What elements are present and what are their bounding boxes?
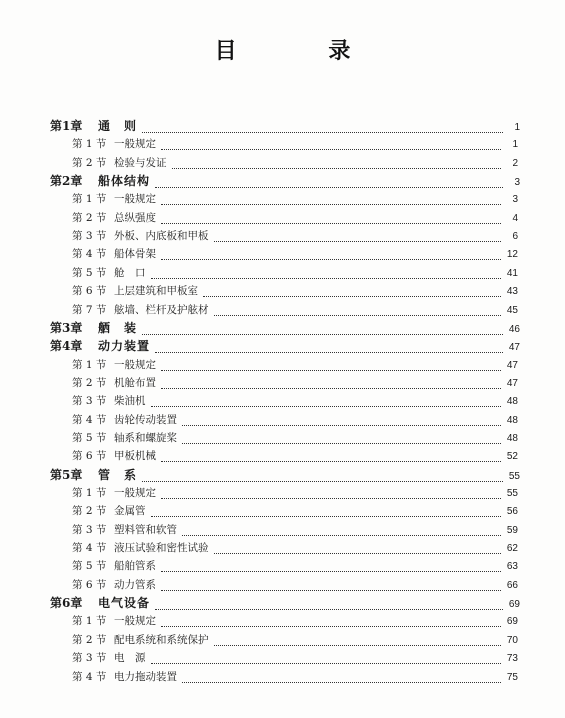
toc-entry-title: 电 源 bbox=[114, 652, 146, 665]
toc-entry-title: 一般规定 bbox=[114, 138, 156, 151]
toc-entry-title: 动力管系 bbox=[114, 578, 156, 591]
toc-section-entry bbox=[72, 191, 518, 208]
dot-leader bbox=[214, 645, 502, 646]
toc-entry-page: 6 bbox=[512, 231, 518, 243]
toc-entry-page: 1 bbox=[512, 139, 518, 151]
toc-section-entry bbox=[72, 613, 518, 630]
toc-entry-title: 舱 口 bbox=[114, 266, 146, 279]
toc-chapter-entry bbox=[50, 320, 520, 338]
toc-section-entry bbox=[72, 448, 518, 465]
toc-section-entry bbox=[72, 503, 518, 520]
dot-leader bbox=[151, 278, 502, 279]
toc-entry-title: 塑料管和软管 bbox=[114, 523, 177, 536]
toc-section-entry bbox=[72, 632, 518, 649]
toc-entry-title: 一般规定 bbox=[114, 615, 156, 628]
toc-entry-number: 第 1 节 bbox=[72, 358, 107, 371]
toc-entry-title: 电气设备 bbox=[98, 596, 151, 611]
toc-section-entry bbox=[72, 155, 518, 172]
toc-entry-page: 69 bbox=[508, 599, 520, 611]
toc-entry-page: 2 bbox=[512, 157, 518, 169]
toc-section-entry bbox=[72, 577, 518, 594]
toc-entry-page: 45 bbox=[506, 304, 518, 316]
toc-entry-title: 总纵强度 bbox=[114, 211, 156, 224]
toc-entry-page: 62 bbox=[506, 543, 518, 555]
toc-entry-number: 第 4 节 bbox=[72, 413, 107, 426]
toc-entry-page: 3 bbox=[514, 177, 520, 189]
toc-entry-number: 第 2 节 bbox=[72, 376, 107, 389]
toc-entry-number: 第 4 节 bbox=[72, 670, 107, 683]
toc-entry-page: 46 bbox=[508, 323, 520, 335]
dot-leader bbox=[182, 425, 501, 426]
toc-section-entry bbox=[72, 228, 518, 245]
dot-leader bbox=[161, 498, 501, 499]
toc-entry-page: 56 bbox=[506, 506, 518, 518]
dot-leader bbox=[214, 241, 502, 242]
toc-entry-number: 第1章 bbox=[50, 119, 83, 133]
toc-entry-page: 47 bbox=[508, 342, 520, 354]
toc-section-entry bbox=[72, 283, 518, 300]
toc-section-entry bbox=[72, 357, 518, 374]
toc-entry-title: 船舶管系 bbox=[114, 560, 156, 573]
toc-entry-page: 59 bbox=[506, 524, 518, 536]
toc-entry-number: 第 3 节 bbox=[72, 523, 107, 536]
toc-entry-title: 管 系 bbox=[98, 467, 138, 482]
toc-entry-title: 检验与发证 bbox=[114, 156, 167, 169]
toc-entry-title: 动力装置 bbox=[98, 339, 151, 354]
toc-entry-number: 第 3 节 bbox=[72, 230, 107, 243]
toc-chapter-entry bbox=[50, 118, 520, 136]
dot-leader bbox=[161, 204, 501, 205]
dot-leader bbox=[182, 682, 501, 683]
toc-entry-page: 55 bbox=[508, 470, 520, 482]
toc-entry-page: 48 bbox=[506, 414, 518, 426]
dot-leader bbox=[214, 315, 502, 316]
toc-section-entry bbox=[72, 485, 518, 502]
toc-section-entry bbox=[72, 210, 518, 227]
toc-entry-page: 3 bbox=[512, 194, 518, 206]
toc-entry-page: 66 bbox=[506, 579, 518, 591]
toc-entry-page: 1 bbox=[514, 122, 520, 133]
page-title: 目 录 bbox=[214, 39, 393, 64]
dot-leader bbox=[203, 296, 501, 297]
toc-entry-number: 第 2 节 bbox=[72, 211, 107, 224]
dot-leader bbox=[161, 259, 501, 260]
toc-section-entry bbox=[72, 136, 518, 153]
toc-entry-number: 第 7 节 bbox=[72, 303, 107, 316]
toc-entry-page: 52 bbox=[506, 451, 518, 463]
dot-leader bbox=[161, 626, 501, 627]
toc-section-entry bbox=[72, 265, 518, 282]
dot-leader bbox=[142, 481, 503, 482]
toc-section-entry bbox=[72, 522, 518, 539]
toc-entry-number: 第 1 节 bbox=[72, 138, 107, 151]
toc-entry-page: 12 bbox=[506, 249, 518, 261]
dot-leader bbox=[161, 370, 501, 371]
toc-entry-number: 第 2 节 bbox=[72, 633, 107, 646]
toc-entry-title: 液压试验和密性试验 bbox=[114, 542, 209, 555]
toc-entry-number: 第4章 bbox=[50, 339, 83, 354]
toc-entry-title: 一般规定 bbox=[114, 358, 156, 371]
toc-entry-page: 70 bbox=[506, 634, 518, 646]
toc-entry-title: 机舱布置 bbox=[114, 376, 156, 389]
dot-leader bbox=[182, 443, 501, 444]
toc-section-entry bbox=[72, 393, 518, 410]
dot-leader bbox=[142, 334, 503, 335]
toc-entry-title: 船体结构 bbox=[98, 174, 151, 189]
toc-entry-page: 48 bbox=[506, 432, 518, 444]
dot-leader bbox=[214, 553, 502, 554]
toc-entry-page: 43 bbox=[506, 286, 518, 298]
toc-entry-page: 41 bbox=[506, 267, 518, 279]
toc-entry-title: 电力拖动装置 bbox=[114, 670, 177, 683]
toc-entry-number: 第 4 节 bbox=[72, 248, 107, 261]
toc-entry-page: 47 bbox=[506, 377, 518, 389]
toc-entry-title: 配电系统和系统保护 bbox=[114, 633, 209, 646]
toc-entry-number: 第 2 节 bbox=[72, 505, 107, 518]
dot-leader bbox=[182, 535, 501, 536]
toc-entry-page: 63 bbox=[506, 561, 518, 573]
toc-entry-number: 第 6 节 bbox=[72, 578, 107, 591]
toc-chapter-entry bbox=[50, 467, 520, 485]
dot-leader bbox=[172, 168, 502, 169]
toc-entry-number: 第 3 节 bbox=[72, 395, 107, 408]
toc-entry-number: 第 6 节 bbox=[72, 285, 107, 298]
dot-leader bbox=[151, 516, 502, 517]
toc-entry-title: 一般规定 bbox=[114, 193, 156, 206]
dot-leader bbox=[151, 663, 502, 664]
toc-entry-number: 第 3 节 bbox=[72, 652, 107, 665]
toc-section-entry bbox=[72, 558, 518, 575]
dot-leader bbox=[161, 571, 501, 572]
toc-entry-number: 第2章 bbox=[50, 174, 83, 189]
toc-entry-page: 48 bbox=[506, 396, 518, 408]
toc-entry-number: 第 5 节 bbox=[72, 560, 107, 573]
toc-section-entry bbox=[72, 430, 518, 447]
toc-entry-page: 4 bbox=[512, 212, 518, 224]
dot-leader bbox=[161, 590, 501, 591]
dot-leader bbox=[161, 388, 501, 389]
dot-leader bbox=[161, 149, 501, 150]
toc-entry-number: 第3章 bbox=[50, 320, 83, 335]
toc-entry-title: 轴系和螺旋桨 bbox=[114, 431, 177, 444]
dot-leader bbox=[142, 132, 503, 133]
toc-entry-title: 舾 装 bbox=[98, 320, 138, 335]
toc-entry-title: 外板、内底板和甲板 bbox=[114, 230, 209, 243]
toc-entry-title: 通 则 bbox=[98, 119, 138, 133]
toc-entry-number: 第5章 bbox=[50, 467, 83, 482]
toc-entry-number: 第 1 节 bbox=[72, 615, 107, 628]
toc-entry-number: 第 4 节 bbox=[72, 542, 107, 555]
toc-chapter-entry bbox=[50, 173, 520, 191]
toc-entry-number: 第 1 节 bbox=[72, 193, 107, 206]
toc-entry-number: 第6章 bbox=[50, 596, 83, 611]
dot-leader bbox=[151, 406, 502, 407]
toc-section-entry bbox=[72, 650, 518, 667]
toc-entry-number: 第 1 节 bbox=[72, 487, 107, 499]
toc-entry-page: 47 bbox=[506, 359, 518, 371]
toc-section-entry bbox=[72, 540, 518, 557]
toc-entry-number: 第 2 节 bbox=[72, 156, 107, 169]
toc-entry-page: 75 bbox=[506, 671, 518, 683]
toc-entry-page: 69 bbox=[506, 616, 518, 628]
toc-entry-title: 齿轮传动装置 bbox=[114, 413, 177, 426]
toc-entry-title: 甲板机械 bbox=[114, 450, 156, 463]
toc-chapter-entry bbox=[50, 595, 520, 613]
toc-entry-number: 第 5 节 bbox=[72, 266, 107, 279]
dot-leader bbox=[161, 461, 501, 462]
toc-entry-title: 船体骨架 bbox=[114, 248, 156, 261]
toc-entry-title: 金属管 bbox=[114, 505, 146, 518]
toc-entry-title: 一般规定 bbox=[114, 487, 156, 499]
toc-section-entry bbox=[72, 669, 518, 686]
toc-section-entry bbox=[72, 302, 518, 319]
toc-entry-number: 第 6 节 bbox=[72, 450, 107, 463]
toc-entry-page: 73 bbox=[506, 653, 518, 665]
toc-entry-title: 柴油机 bbox=[114, 395, 146, 408]
dot-leader bbox=[155, 352, 503, 353]
toc-entry-title: 舷墙、栏杆及护舷材 bbox=[114, 303, 209, 316]
toc-section-entry bbox=[72, 375, 518, 392]
dot-leader bbox=[161, 223, 501, 224]
toc-entry-number: 第 5 节 bbox=[72, 431, 107, 444]
dot-leader bbox=[155, 187, 503, 188]
toc-chapter-entry bbox=[50, 338, 520, 356]
toc-entry-page: 55 bbox=[506, 488, 518, 499]
dot-leader bbox=[155, 609, 503, 610]
toc-section-entry bbox=[72, 412, 518, 429]
toc-entry-title: 上层建筑和甲板室 bbox=[114, 285, 198, 298]
toc-section-entry bbox=[72, 246, 518, 263]
